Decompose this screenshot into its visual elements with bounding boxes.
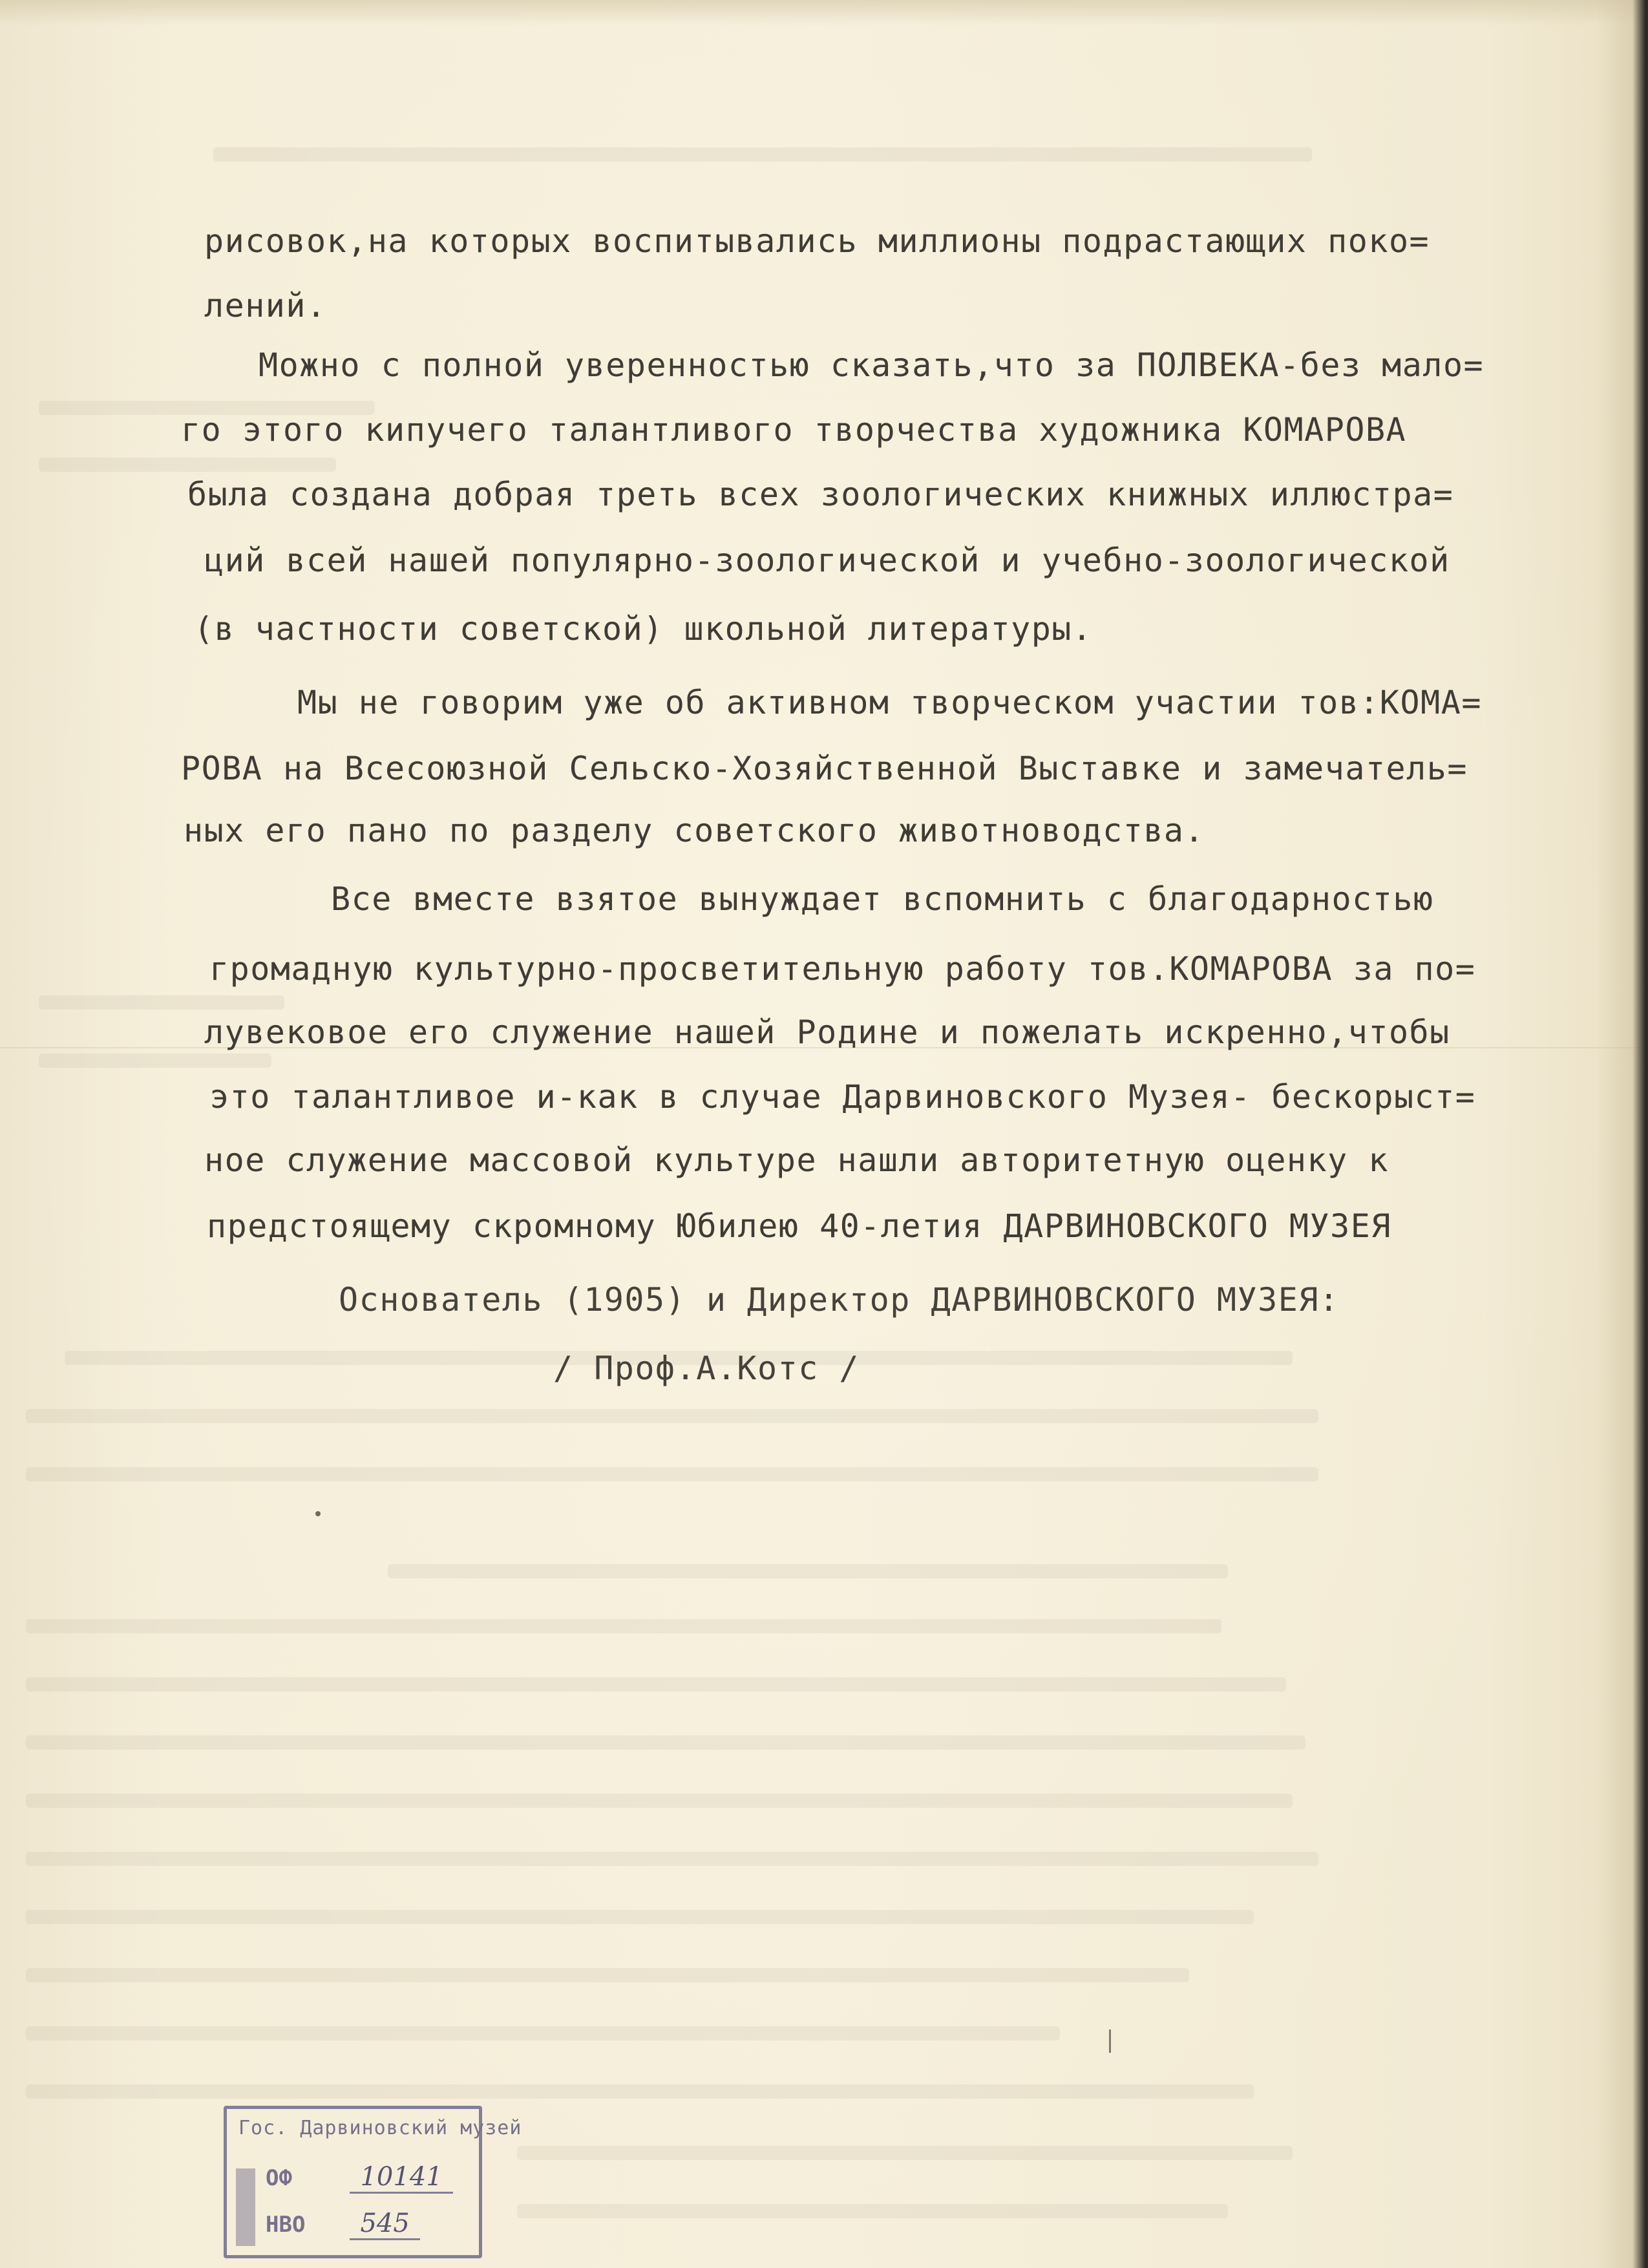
stamp-value: 10141	[350, 2162, 452, 2194]
text-line: Все вместе взятое вынуждает вспомнить с благодарностью	[331, 880, 1434, 918]
stamp-label: НВО	[266, 2212, 306, 2238]
text-line: ций всей нашей популярно-зоологической и учебно-зоологической	[204, 542, 1450, 579]
text-line: лений.	[204, 287, 327, 324]
text-line: рисовок,на которых воспитывались миллионы подрастающих поко=	[204, 222, 1430, 260]
museum-stamp	[224, 2106, 522, 2258]
stamp-title: Гос. Дарвиновский музей	[238, 2117, 522, 2139]
text-line: лувековое его служение нашей Родине и пожелать искренно,чтобы	[204, 1013, 1450, 1051]
ink-dot	[315, 1511, 321, 1516]
text-line: предстоящему скромному Юбилею 40-летия ДАРВИНОВСКОГО МУЗЕЯ	[207, 1207, 1391, 1245]
text-line: ное служение массовой культуре нашли авторитетную оценку к	[204, 1141, 1389, 1179]
pencil-mark	[1109, 2030, 1111, 2053]
signature-title: Основатель (1905) и Директор ДАРВИНОВСКОГО МУЗЕЯ:	[339, 1281, 1340, 1319]
text-line: это талантливое и-как в случае Дарвиновского Музея- бескорыст=	[209, 1078, 1476, 1116]
text-line: Мы не говорим уже об активном творческом участии тов:КОМА=	[297, 684, 1482, 721]
stamp-row-nvo	[266, 2209, 420, 2238]
page-right-edge	[1596, 0, 1648, 2268]
stamp-label: ОФ	[266, 2165, 292, 2191]
stamp-side-mark	[236, 2168, 255, 2246]
text-line: громадную культурно-просветительную работу тов.КОМАРОВА за по=	[209, 950, 1476, 988]
text-line: ных его пано по разделу советского животноводства.	[184, 812, 1205, 849]
text-line: РОВА на Всесоюзной Сельско-Хозяйственной Выставке и замечатель=	[181, 750, 1468, 787]
stamp-row-of	[266, 2162, 453, 2192]
text-line: го этого кипучего талантливого творчества художника КОМАРОВА	[181, 411, 1407, 449]
text-line: была создана добрая треть всех зоологических книжных иллюстра=	[187, 476, 1454, 513]
stamp-value: 545	[350, 2209, 419, 2240]
signature-name: / Проф.А.Котс /	[553, 1350, 860, 1387]
text-line: (в частности советской) школьной литературы.	[194, 610, 1093, 648]
text-line: Можно с полной уверенностью сказать,что за ПОЛВЕКА-без мало=	[259, 346, 1484, 384]
page-top-edge	[0, 0, 1648, 26]
